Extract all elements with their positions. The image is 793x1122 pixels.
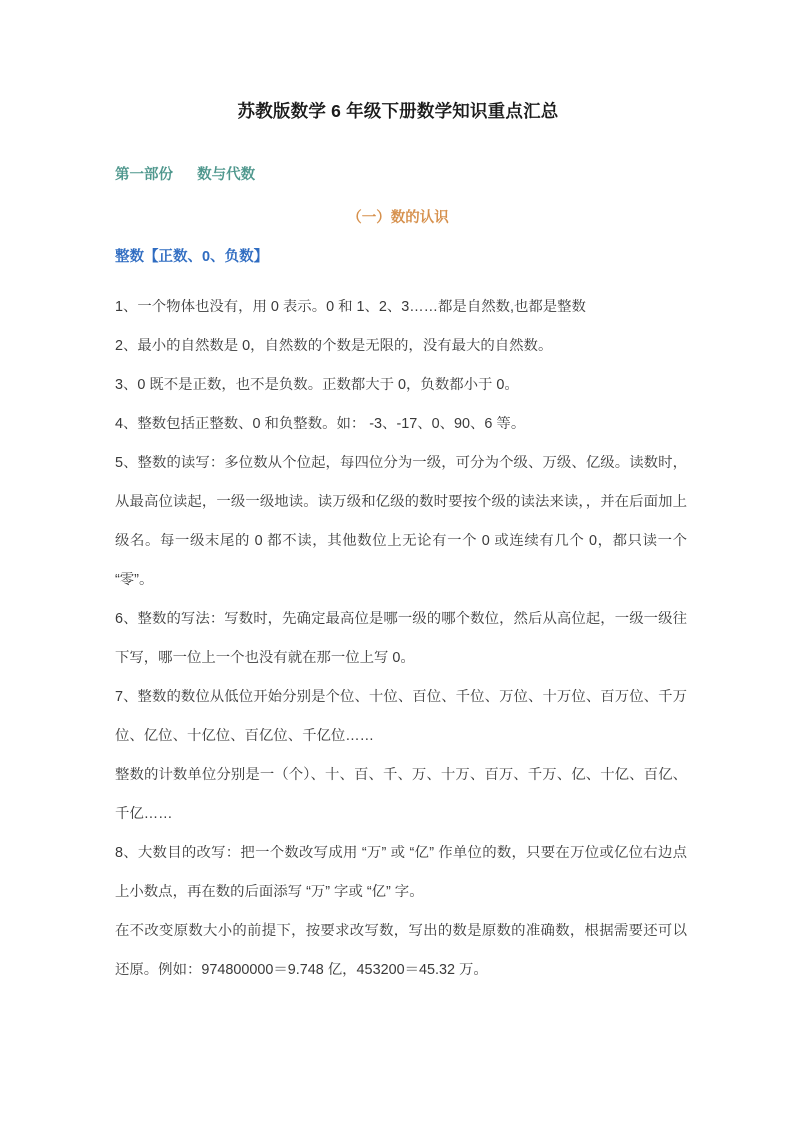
- page-title: 苏教版数学 6 年级下册数学知识重点汇总: [237, 101, 559, 121]
- paragraph-item: 1、一个物体也没有，用 0 表示。0 和 1、2、3……都是自然数,也都是整数: [115, 299, 586, 315]
- section-heading-part-one: 第一部份 数与代数: [115, 167, 256, 183]
- paragraph-item: 8、大数目的改写：把一个数改写成用 “万” 或 “亿” 作单位的数，只要在万位或亿位右边点上小数点，再在数的后面添写 “万” 字或 “亿” 字。: [115, 845, 687, 900]
- paragraph-item: 5、整数的读写：多位数从个位起，每四位分为一级，可分为个级、万级、亿级。读数时，从最高位读起，一级一级地读。读万级和亿级的数时要按个级的读法来读，，并在后面加上级名。每一级末尾的 0 都不读，其他数位上无论有一个 0 或连续有几个 0，都只读一个 “零”。: [115, 455, 691, 588]
- topic-heading-integers: 整数【正数、0、负数】: [115, 249, 269, 265]
- paragraph-item: 在不改变原数大小的前提下，按要求改写数，写出的数是原数的准确数，根据需要还可以还原。例如：974800000＝9.748 亿，453200＝45.32 万。: [115, 923, 687, 978]
- paragraph-item: 4、整数包括正整数、0 和负整数。如： -3、-17、0、90、6 等。: [115, 416, 526, 432]
- paragraph-item: 3、0 既不是正数，也不是负数。正数都大于 0，负数都小于 0。: [115, 377, 519, 393]
- paragraph-item: 6、整数的写法：写数时，先确定最高位是哪一级的哪个数位，然后从高位起，一级一级往下写，哪一位上一个也没有就在那一位上写 0。: [115, 611, 687, 666]
- paragraph-item: 整数的计数单位分别是一（个）、十、百、千、万、十万、百万、千万、亿、十亿、百亿、千亿……: [115, 767, 687, 822]
- section-heading-number-recognition: （一）数的认识: [347, 210, 449, 226]
- paragraph-item: 2、最小的自然数是 0，自然数的个数是无限的，没有最大的自然数。: [115, 338, 553, 354]
- paragraph-item: 7、整数的数位从低位开始分别是个位、十位、百位、千位、万位、十万位、百万位、千万位、亿位、十亿位、百亿位、千亿位……: [115, 689, 687, 744]
- body-paragraph-list: [115, 288, 691, 990]
